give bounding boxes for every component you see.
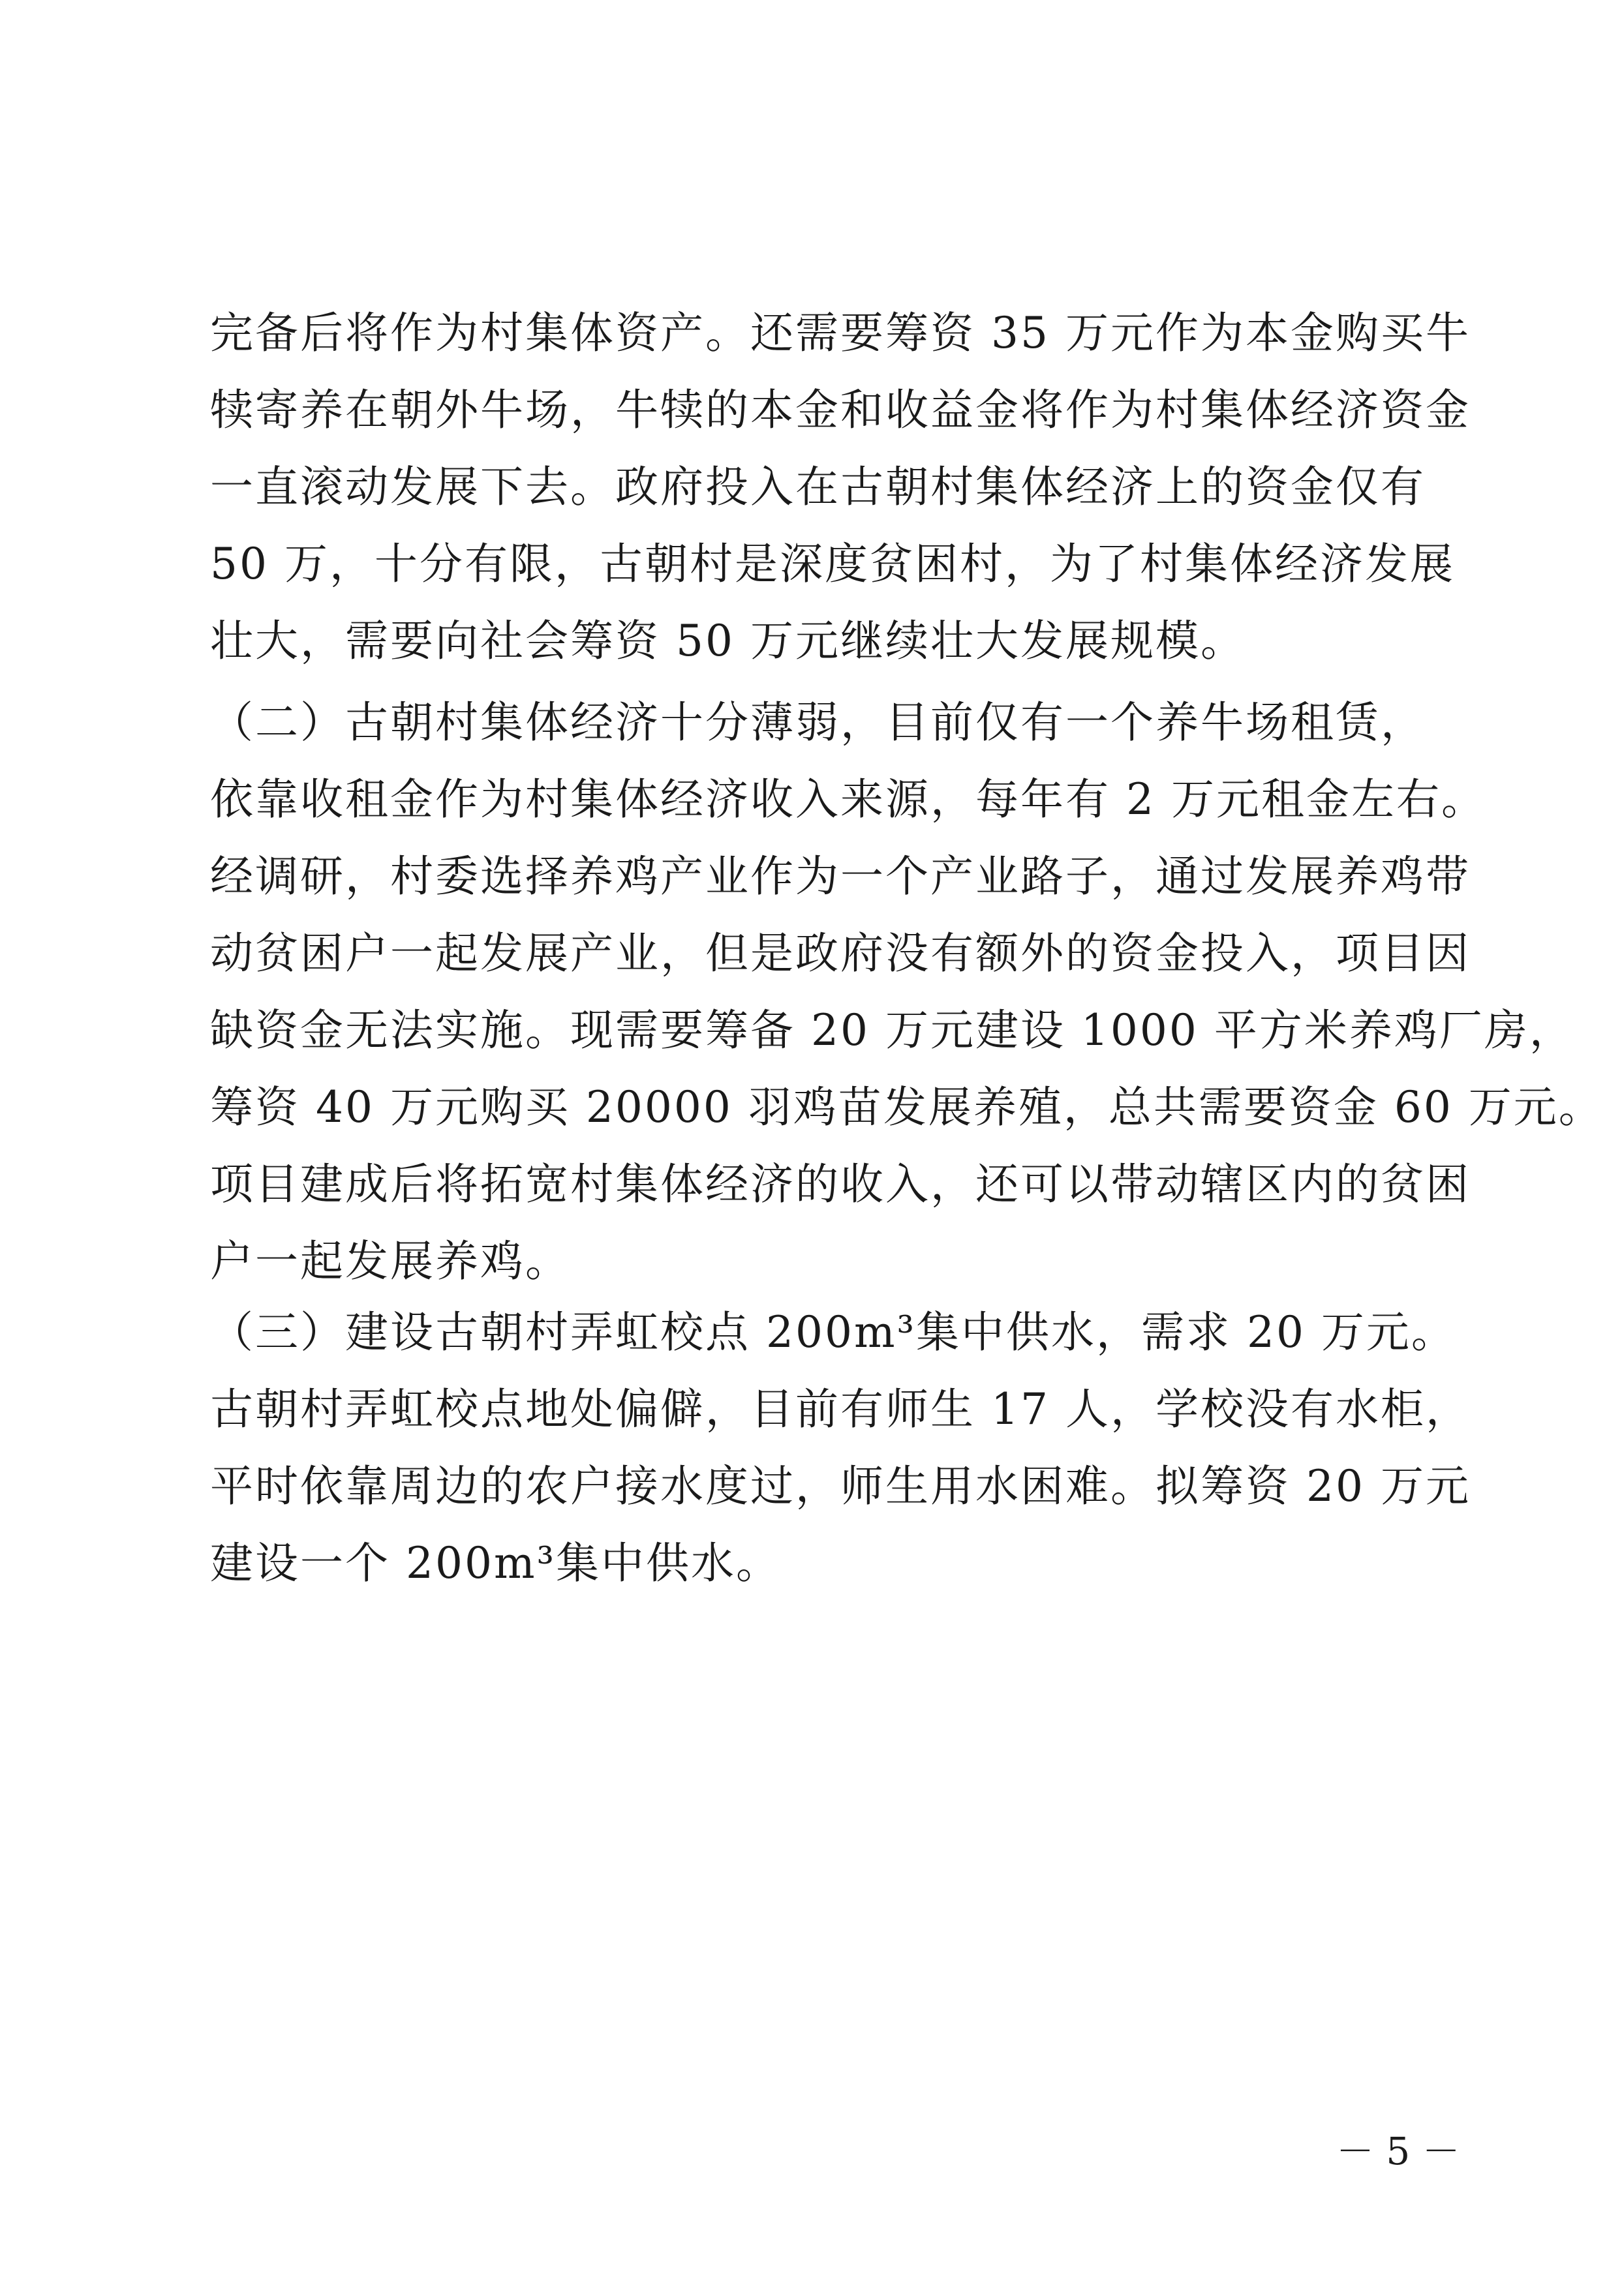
paragraph bbox=[210, 684, 1604, 1300]
text-line: （二）古朝村集体经济十分薄弱，目前仅有一个养牛场租赁， bbox=[210, 697, 1426, 748]
text-line: 筹资 40 万元购买 20000 羽鸡苗发展养殖，总共需要资金 60 万元。 bbox=[210, 1082, 1604, 1132]
text-line: 壮大，需要向社会筹资 50 万元继续壮大发展规模。 bbox=[210, 616, 1246, 666]
paragraph bbox=[210, 295, 1471, 680]
text-line: 户一起发展养鸡。 bbox=[210, 1236, 570, 1286]
text-line: 一直滚动发展下去。政府投入在古朝村集体经济上的资金仅有 bbox=[210, 462, 1426, 512]
text-line: 建设一个 200m³集中供水。 bbox=[210, 1538, 781, 1588]
text-line: 项目建成后将拓宽村集体经济的收入，还可以带动辖区内的贫困 bbox=[210, 1159, 1471, 1209]
text-line: 依靠收租金作为村集体经济收入来源，每年有 2 万元租金左右。 bbox=[210, 774, 1486, 824]
page-number: － 5 － bbox=[1336, 2129, 1460, 2173]
paragraph bbox=[210, 1294, 1471, 1602]
text-line: （三）建设古朝村弄虹校点 200m³集中供水，需求 20 万元。 bbox=[210, 1307, 1456, 1357]
text-line: 50 万，十分有限，古朝村是深度贫困村，为了村集体经济发展 bbox=[210, 539, 1455, 589]
text-line: 完备后将作为村集体资产。还需要筹资 35 万元作为本金购买牛 bbox=[210, 308, 1471, 358]
text-line: 平时依靠周边的农户接水度过，师生用水困难。拟筹资 20 万元 bbox=[210, 1461, 1471, 1511]
text-line: 犊寄养在朝外牛场，牛犊的本金和收益金将作为村集体经济资金 bbox=[210, 385, 1471, 435]
text-line: 缺资金无法实施。现需要筹备 20 万元建设 1000 平方米养鸡厂房， bbox=[210, 1005, 1574, 1055]
text-line: 动贫困户一起发展产业，但是政府没有额外的资金投入，项目因 bbox=[210, 928, 1471, 978]
text-line: 古朝村弄虹校点地处偏僻，目前有师生 17 人，学校没有水柜， bbox=[210, 1384, 1471, 1434]
text-line: 经调研，村委选择养鸡产业作为一个产业路子，通过发展养鸡带 bbox=[210, 851, 1471, 901]
